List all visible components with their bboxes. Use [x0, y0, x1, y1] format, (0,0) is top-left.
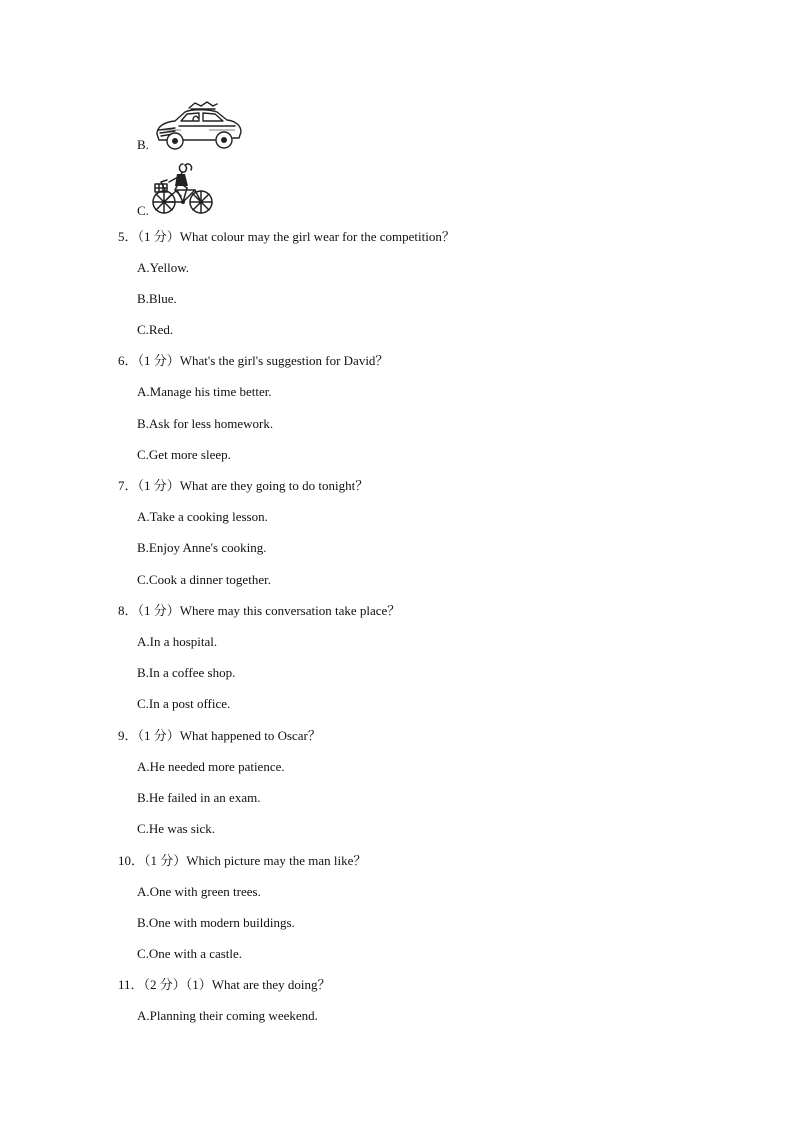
bicycle-rider-icon	[151, 160, 215, 218]
question-6-option-c[interactable]: C.Get more sleep.	[137, 447, 231, 462]
question-6-option-b[interactable]: B.Ask for less homework.	[137, 416, 274, 431]
question-7-option-b[interactable]: B.Enjoy Anne's cooking.	[137, 540, 267, 555]
question-9: 9．（1 分）What happened to Oscar？	[118, 728, 321, 743]
question-7-option-a[interactable]: A.Take a cooking lesson.	[137, 509, 268, 524]
question-9-option-c[interactable]: C.He was sick.	[137, 821, 215, 836]
question-9-option-b[interactable]: B.He failed in an exam.	[137, 790, 261, 805]
question-9-option-a[interactable]: A.He needed more patience.	[137, 759, 285, 774]
question-8: 8．（1 分）Where may this conversation take place？	[118, 603, 401, 618]
picture-option-c[interactable]	[137, 160, 215, 218]
picture-option-b[interactable]	[137, 100, 243, 152]
question-5-option-b[interactable]: B.Blue.	[137, 291, 177, 306]
question-10-option-b[interactable]: B.One with modern buildings.	[137, 915, 295, 930]
option-letter: B.	[137, 137, 149, 152]
question-11-option-a[interactable]: A.Planning their coming weekend.	[137, 1008, 318, 1023]
question-5-option-a[interactable]: A.Yellow.	[137, 260, 190, 275]
question-8-option-c[interactable]: C.In a post office.	[137, 696, 231, 711]
question-6-option-a[interactable]: A.Manage his time better.	[137, 384, 272, 399]
question-5-option-c[interactable]: C.Red.	[137, 322, 174, 337]
question-7-option-c[interactable]: C.Cook a dinner together.	[137, 572, 271, 587]
question-6: 6．（1 分）What's the girl's suggestion for David？	[118, 353, 389, 368]
question-10-option-c[interactable]: C.One with a castle.	[137, 946, 243, 961]
question-10-option-a[interactable]: A.One with green trees.	[137, 884, 261, 899]
question-11: 11．（2 分）（1）What are they doing？	[118, 977, 331, 992]
question-7: 7．（1 分）What are they going to do tonight？	[118, 478, 369, 493]
question-8-option-b[interactable]: B.In a coffee shop.	[137, 665, 236, 680]
question-10: 10．（1 分）Which picture may the man like？	[118, 853, 367, 868]
question-8-option-a[interactable]: A.In a hospital.	[137, 634, 218, 649]
question-5: 5．（1 分）What colour may the girl wear for the competition？	[118, 229, 455, 244]
option-letter: C.	[137, 203, 149, 218]
car-icon	[151, 100, 243, 152]
